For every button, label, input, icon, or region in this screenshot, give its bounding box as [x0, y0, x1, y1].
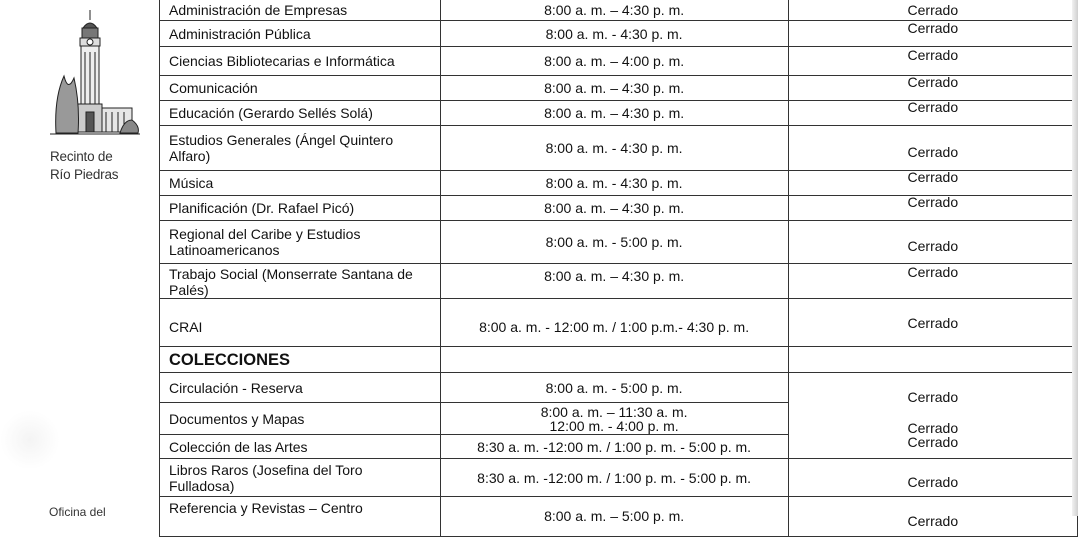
library-status: Cerrado: [788, 126, 1077, 171]
library-status: Cerrado: [788, 221, 1077, 264]
collection-hours: 8:30 a. m. -12:00 m. / 1:00 p. m. - 5:00 p. m.: [440, 435, 788, 459]
library-name: Administración Pública: [160, 21, 441, 47]
library-hours: 8:00 a. m. – 4:00 p. m.: [440, 47, 788, 76]
collection-name-line: Fulladosa): [169, 477, 235, 494]
library-name-line: Estudios Generales (Ángel Quintero: [169, 132, 394, 148]
table-row: [160, 47, 1078, 76]
empty-cell: [440, 347, 788, 373]
library-status: Cerrado: [788, 47, 1077, 76]
table-row: [160, 299, 1078, 347]
library-name: [160, 264, 441, 299]
library-name-line: Palés): [169, 282, 209, 298]
library-name: [160, 221, 441, 264]
library-hours: 8:00 a. m. - 5:00 p. m.: [440, 221, 788, 264]
collection-status: Cerrado: [788, 403, 1077, 435]
collection-name: Colección de las Artes: [160, 435, 441, 459]
library-status: Cerrado: [788, 21, 1077, 47]
library-name-line: Trabajo Social (Monserrate Santana de: [169, 266, 413, 282]
collection-name: Documentos y Mapas: [160, 403, 441, 435]
library-hours: 8:00 a. m. – 4:30 p. m.: [440, 0, 788, 25]
table-row: [160, 435, 1078, 459]
campus-line-1: Recinto de: [50, 149, 113, 164]
table-row: [160, 403, 1078, 435]
campus-line-2: Río Piedras: [50, 167, 119, 182]
collection-name-line: Libros Raros (Josefina del Toro: [169, 461, 363, 478]
library-status: Cerrado: [788, 299, 1077, 347]
collection-status: Cerrado: [788, 373, 1077, 403]
library-hours: 8:00 a. m. – 4:30 p. m.: [440, 101, 788, 126]
library-name: Ciencias Bibliotecarias e Informática: [160, 47, 441, 76]
section-heading: COLECCIONES: [160, 347, 441, 373]
library-status: Cerrado: [788, 196, 1077, 221]
table-row: [160, 196, 1078, 221]
clock-tower-logo: [50, 8, 140, 138]
collection-hours: [440, 403, 788, 435]
library-hours: 8:00 a. m. – 4:30 p. m.: [440, 264, 788, 299]
library-name: Comunicación: [160, 76, 441, 101]
library-name-line: Latinoamericanos: [169, 242, 280, 258]
library-hours: 8:00 a. m. – 4:30 p. m.: [440, 76, 788, 101]
left-margin: [0, 0, 150, 519]
collection-hours-line: 8:00 a. m. – 11:30 a. m.: [540, 403, 688, 420]
collection-status: Cerrado: [788, 435, 1077, 459]
library-status: Cerrado: [788, 0, 1077, 21]
library-hours: 8:00 a. m. - 4:30 p. m.: [440, 126, 788, 171]
library-name: Administración de Empresas: [160, 0, 441, 25]
collection-hours: 8:00 a. m. - 5:00 p. m.: [440, 373, 788, 403]
library-hours: 8:00 a. m. - 4:30 p. m.: [440, 21, 788, 47]
collection-name: Circulación - Reserva: [160, 373, 441, 403]
scan-smudge: [0, 410, 60, 470]
library-name-line: Alfaro): [169, 148, 211, 164]
library-hours: 8:00 a. m. - 12:00 m. / 1:00 p.m.- 4:30 p. m.: [440, 299, 788, 347]
table-row: [160, 101, 1078, 126]
table-row: [160, 126, 1078, 171]
collection-status: Cerrado: [788, 459, 1077, 497]
collection-hours: 8:00 a. m. – 5:00 p. m.: [440, 497, 788, 537]
page-edge: [1072, 0, 1078, 516]
section-row: [160, 347, 1078, 373]
library-hours: 8:00 a. m. - 4:30 p. m.: [440, 171, 788, 196]
table-row: [160, 264, 1078, 299]
library-name: CRAI: [160, 299, 441, 347]
table-row: [160, 459, 1078, 497]
empty-cell: [788, 347, 1077, 373]
office-label: Oficina del: [49, 505, 106, 519]
collection-hours-line: 12:00 m. - 4:00 p. m.: [549, 417, 679, 434]
library-status: Cerrado: [788, 76, 1077, 101]
library-status: Cerrado: [788, 171, 1077, 196]
library-name: [160, 126, 441, 171]
collection-name: [160, 459, 441, 497]
library-hours: 8:00 a. m. – 4:30 p. m.: [440, 196, 788, 221]
collection-status: Cerrado: [788, 497, 1077, 537]
campus-name: [50, 148, 118, 184]
library-name: Música: [160, 171, 441, 196]
table-row: [160, 0, 1078, 21]
table-row: [160, 76, 1078, 101]
collection-name: Referencia y Revistas – Centro: [160, 497, 441, 537]
schedule-table: [159, 0, 1078, 537]
table-row: [160, 221, 1078, 264]
library-name-line: Regional del Caribe y Estudios: [169, 226, 361, 242]
library-name: Planificación (Dr. Rafael Picó): [160, 196, 441, 221]
table-row: [160, 373, 1078, 403]
library-status: Cerrado: [788, 101, 1077, 126]
library-status: Cerrado: [788, 264, 1077, 299]
table-row: [160, 497, 1078, 537]
collection-hours: 8:30 a. m. -12:00 m. / 1:00 p. m. - 5:00 p. m.: [440, 459, 788, 497]
table-row: [160, 171, 1078, 196]
library-name: Educación (Gerardo Sellés Solá): [160, 101, 441, 126]
